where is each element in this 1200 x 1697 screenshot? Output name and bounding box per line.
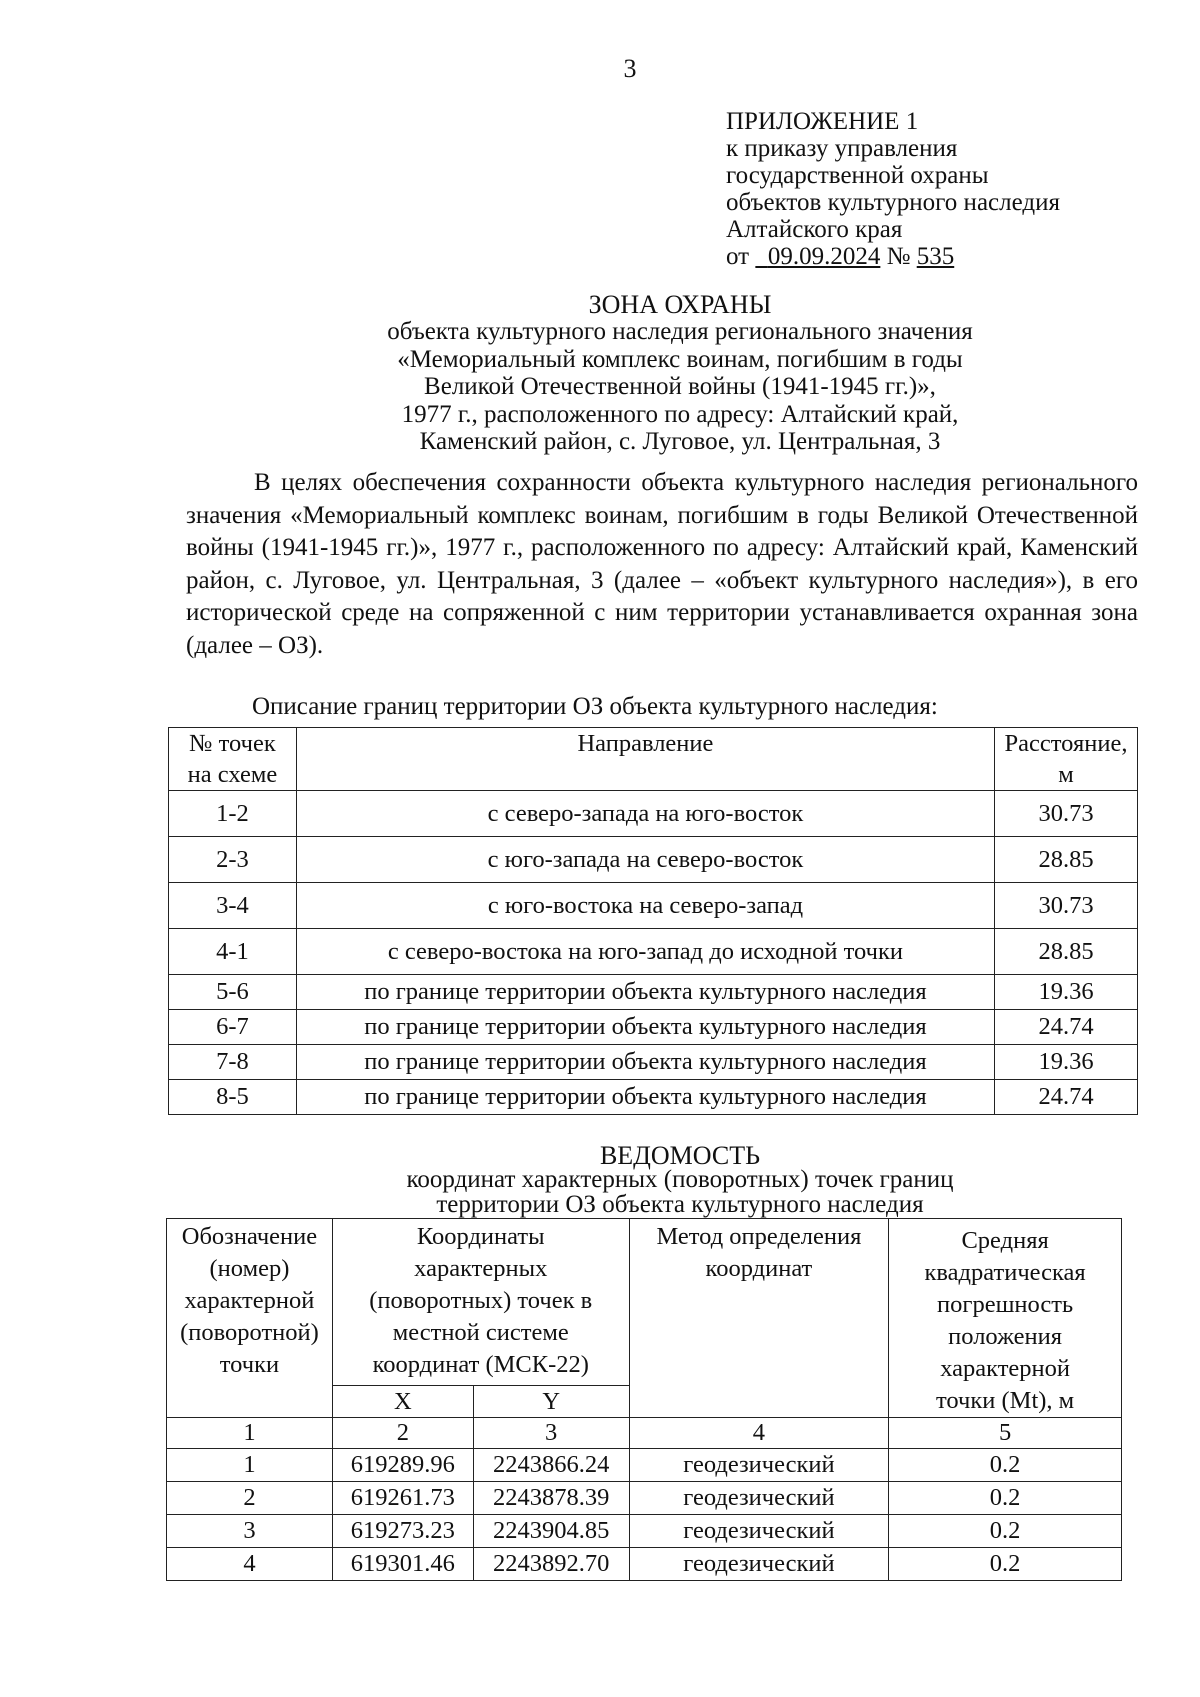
direction-header: Направление xyxy=(296,728,994,791)
points-cell: 5-6 xyxy=(169,975,297,1010)
distance-cell: 24.74 xyxy=(995,1080,1138,1115)
coordinates-table xyxy=(166,1218,1122,1581)
points-cell: 1-2 xyxy=(169,791,297,837)
distance-cell: 24.74 xyxy=(995,1010,1138,1045)
x-cell: 619273.23 xyxy=(332,1515,473,1548)
appendix-date-line xyxy=(726,243,1060,270)
date-prefix: от xyxy=(726,243,750,270)
zone-subtitle-line: объекта культурного наследия регионального значения xyxy=(387,318,973,345)
table-row xyxy=(169,1045,1138,1080)
error-header: Средняя квадратическая погрешность положения характерной точки (Mt), м xyxy=(889,1219,1122,1418)
column-number: 5 xyxy=(889,1418,1122,1449)
direction-cell: с юго-запада на северо-восток xyxy=(296,837,994,883)
appendix-block xyxy=(726,108,1060,270)
table-row xyxy=(169,1080,1138,1115)
x-header: X xyxy=(332,1386,473,1418)
y-header: Y xyxy=(473,1386,629,1418)
column-number: 3 xyxy=(473,1418,629,1449)
method-cell: геодезический xyxy=(629,1482,889,1515)
vedomost-subtitle-line: территории ОЗ объекта культурного наследия xyxy=(436,1191,924,1218)
y-cell: 2243892.70 xyxy=(473,1548,629,1581)
appendix-line: государственной охраны xyxy=(726,162,989,189)
table-header-row xyxy=(169,728,1138,791)
error-cell: 0.2 xyxy=(889,1482,1122,1515)
zone-subtitle-line: Каменский район, с. Луговое, ул. Центральная, 3 xyxy=(419,428,941,455)
error-cell: 0.2 xyxy=(889,1449,1122,1482)
direction-cell: по границе территории объекта культурного наследия xyxy=(296,1010,994,1045)
direction-cell: с северо-запада на юго-восток xyxy=(296,791,994,837)
x-cell: 619261.73 xyxy=(332,1482,473,1515)
y-cell: 2243866.24 xyxy=(473,1449,629,1482)
body-paragraph: В целях обеспечения сохранности объекта культурного наследия регионального значения «Мемориальный комплекс воинам, погибшим в годы Великой Отечественной войны (1941-1945 гг.)», 1977 г., расположенного по адресу: Алтайский край, Каменский район, с. Луговое, ул. Центральная, 3 (далее – «объект культурного наследия»), в его исторической среде на сопряженной с ним территории устанавливается охранная зона (далее – ОЗ). xyxy=(186,469,1138,659)
y-cell: 2243904.85 xyxy=(473,1515,629,1548)
table-row xyxy=(169,1010,1138,1045)
distance-cell: 30.73 xyxy=(995,791,1138,837)
direction-cell: по границе территории объекта культурного наследия xyxy=(296,1080,994,1115)
direction-cell: с северо-востока на юго-запад до исходной точки xyxy=(296,929,994,975)
error-cell: 0.2 xyxy=(889,1548,1122,1581)
coordinates-header: Координаты характерных (поворотных) точек в местной системе координат (МСК-22) xyxy=(332,1219,629,1386)
points-cell: 7-8 xyxy=(169,1045,297,1080)
x-cell: 619301.46 xyxy=(332,1548,473,1581)
boundaries-caption: Описание границ территории ОЗ объекта культурного наследия: xyxy=(252,693,938,720)
table-row xyxy=(169,929,1138,975)
table-row xyxy=(167,1515,1122,1548)
points-header: № точек на схеме xyxy=(169,728,297,791)
table-header-row xyxy=(167,1219,1122,1386)
table-row xyxy=(169,837,1138,883)
x-cell: 619289.96 xyxy=(332,1449,473,1482)
distance-cell: 19.36 xyxy=(995,975,1138,1010)
method-cell: геодезический xyxy=(629,1515,889,1548)
distance-cell: 19.36 xyxy=(995,1045,1138,1080)
page-number: 3 xyxy=(623,54,637,83)
vedomost-subtitle xyxy=(180,1167,1180,1217)
designation-header: Обозначение (номер) характерной (поворотной) точки xyxy=(167,1219,333,1418)
distance-header: Расстояние, м xyxy=(995,728,1138,791)
boundaries-table xyxy=(168,727,1138,1115)
appendix-title: ПРИЛОЖЕНИЕ 1 xyxy=(726,108,919,135)
method-header: Метод определения координат xyxy=(629,1219,889,1418)
points-cell: 8-5 xyxy=(169,1080,297,1115)
order-date: 09.09.2024 xyxy=(767,243,881,270)
column-number: 2 xyxy=(332,1418,473,1449)
direction-cell: по границе территории объекта культурного наследия xyxy=(296,1045,994,1080)
error-cell: 0.2 xyxy=(889,1515,1122,1548)
points-cell: 6-7 xyxy=(169,1010,297,1045)
point-cell: 4 xyxy=(167,1548,333,1581)
column-number: 4 xyxy=(629,1418,889,1449)
table-row xyxy=(169,975,1138,1010)
table-row xyxy=(167,1449,1122,1482)
appendix-line: к приказу управления xyxy=(726,135,958,162)
direction-cell: с юго-востока на северо-запад xyxy=(296,883,994,929)
zone-subtitle-line: 1977 г., расположенного по адресу: Алтайский край, xyxy=(401,400,959,428)
distance-cell: 28.85 xyxy=(995,837,1138,883)
distance-cell: 28.85 xyxy=(995,929,1138,975)
column-number: 1 xyxy=(167,1418,333,1449)
table-row xyxy=(167,1482,1122,1515)
method-cell: геодезический xyxy=(629,1548,889,1581)
method-cell: геодезический xyxy=(629,1449,889,1482)
vedomost-subtitle-line: координат характерных (поворотных) точек границ xyxy=(406,1166,954,1193)
distance-cell: 30.73 xyxy=(995,883,1138,929)
zone-subtitle-line: Великой Отечественной войны (1941-1945 гг.)», xyxy=(424,373,936,400)
point-cell: 2 xyxy=(167,1482,333,1515)
zone-title: ЗОНА ОХРАНЫ xyxy=(588,290,772,319)
points-cell: 2-3 xyxy=(169,837,297,883)
zone-subtitle-line: «Мемориальный комплекс воинам, погибшим в годы xyxy=(397,345,963,373)
table-row xyxy=(169,791,1138,837)
number-prefix: № xyxy=(886,243,911,270)
points-cell: 4-1 xyxy=(169,929,297,975)
point-cell: 3 xyxy=(167,1515,333,1548)
y-cell: 2243878.39 xyxy=(473,1482,629,1515)
table-row xyxy=(169,883,1138,929)
direction-cell: по границе территории объекта культурного наследия xyxy=(296,975,994,1010)
zone-subtitle xyxy=(180,318,1180,456)
points-cell: 3-4 xyxy=(169,883,297,929)
vedomost-title: ВЕДОМОСТЬ xyxy=(599,1141,761,1170)
appendix-line: объектов культурного наследия xyxy=(726,189,1060,216)
column-number-row xyxy=(167,1418,1122,1449)
table-row xyxy=(167,1548,1122,1581)
appendix-line: Алтайского края xyxy=(726,216,903,243)
point-cell: 1 xyxy=(167,1449,333,1482)
order-number: 535 xyxy=(916,243,955,270)
